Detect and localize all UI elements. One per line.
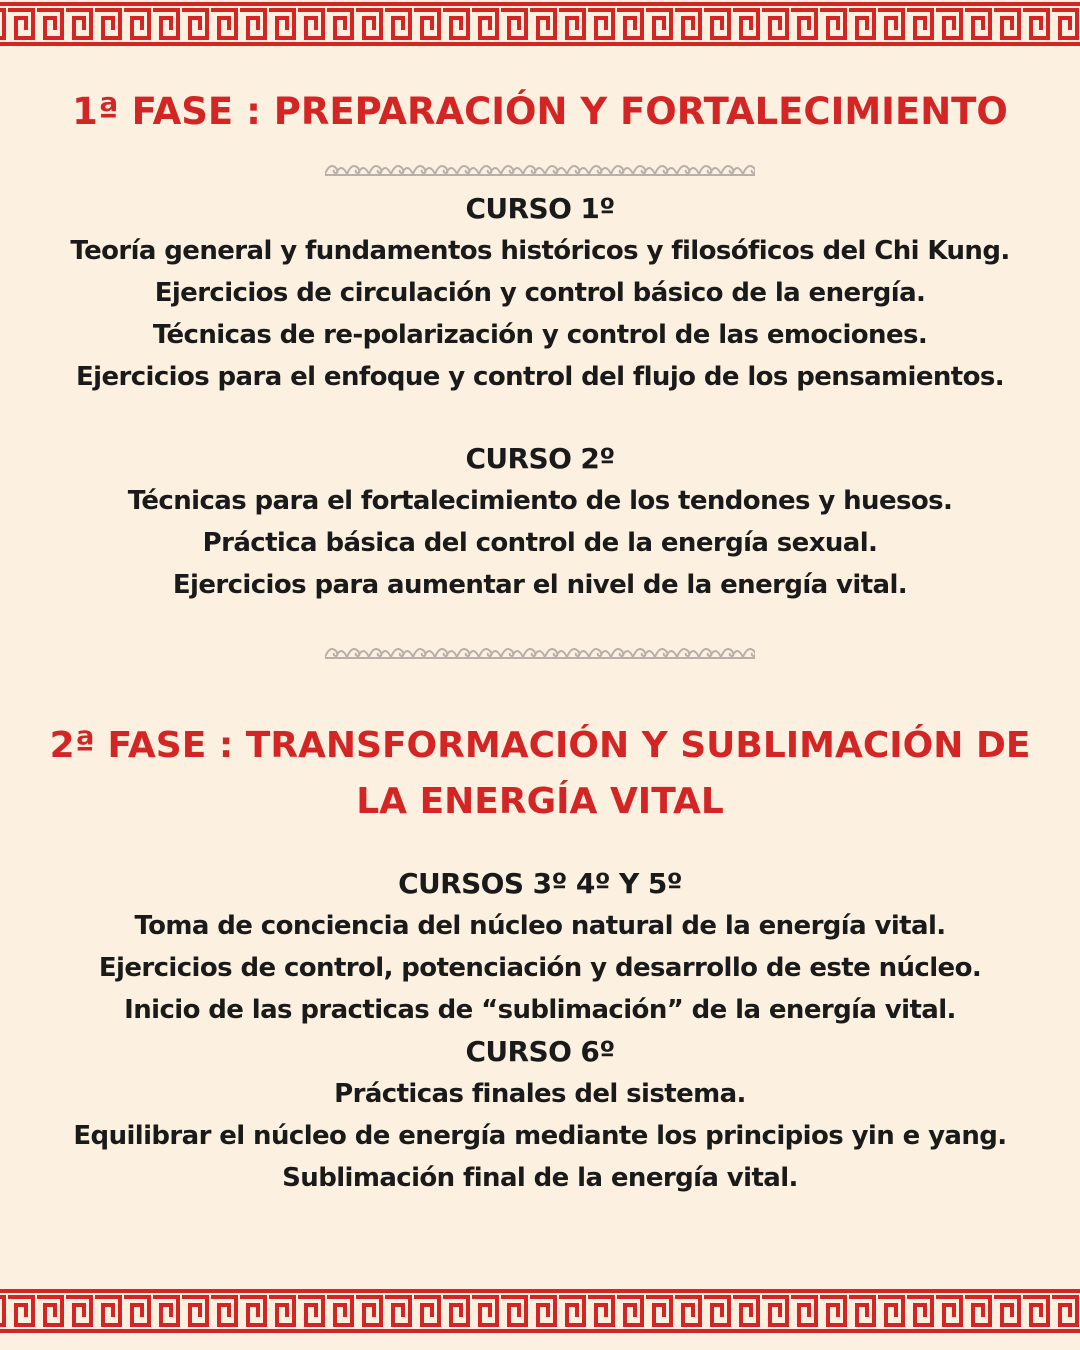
course2-heading: CURSO 2º [465,442,615,475]
course6-line: Equilibrar el núcleo de energía mediante los principios yin e yang. [73,1121,1007,1151]
wave-divider-1 [0,160,1080,178]
course2-line: Práctica básica del control de la energía sexual. [202,528,878,558]
greek-key-border-icon [0,0,1080,48]
wave-divider-2 [0,643,1080,661]
wave-ornament-icon [325,160,755,178]
phase1-title: 1ª FASE : PREPARACIÓN Y FORTALECIMIENTO [72,90,1008,133]
courses-3-6-section [0,863,1080,1199]
wave-ornament-icon [325,643,755,661]
greek-key-border-top [0,0,1080,48]
course6-heading: CURSO 6º [465,1035,615,1068]
course1-line: Ejercicios para el enfoque y control del flujo de los pensamientos. [75,362,1005,392]
course345-heading: CURSOS 3º 4º Y 5º [398,867,682,900]
course6-line: Prácticas finales del sistema. [334,1079,746,1109]
course6-line: Sublimación final de la energía vital. [282,1163,798,1193]
course1-heading: CURSO 1º [465,192,615,225]
course1-section [0,188,1080,398]
phase2-title: 2ª FASE : TRANSFORMACIÓN Y SUBLIMACIÓN DE LA ENERGÍA VITAL [49,725,1031,822]
greek-key-border-icon [0,1287,1080,1335]
course1-line: Ejercicios de circulación y control básico de la energía. [154,278,926,308]
course1-line: Técnicas de re-polarización y control de las emociones. [152,320,928,350]
course2-line: Técnicas para el fortalecimiento de los tendones y huesos. [127,486,953,516]
course1-line: Teoría general y fundamentos históricos y filosóficos del Chi Kung. [70,236,1010,266]
course345-line: Ejercicios de control, potenciación y desarrollo de este núcleo. [98,953,982,983]
greek-key-border-bottom [0,1287,1080,1335]
course2-section [0,438,1080,606]
course345-line: Toma de conciencia del núcleo natural de la energía vital. [134,911,946,941]
course345-line: Inicio de las practicas de “sublimación” de la energía vital. [124,995,956,1025]
course2-line: Ejercicios para aumentar el nivel de la energía vital. [172,570,908,600]
